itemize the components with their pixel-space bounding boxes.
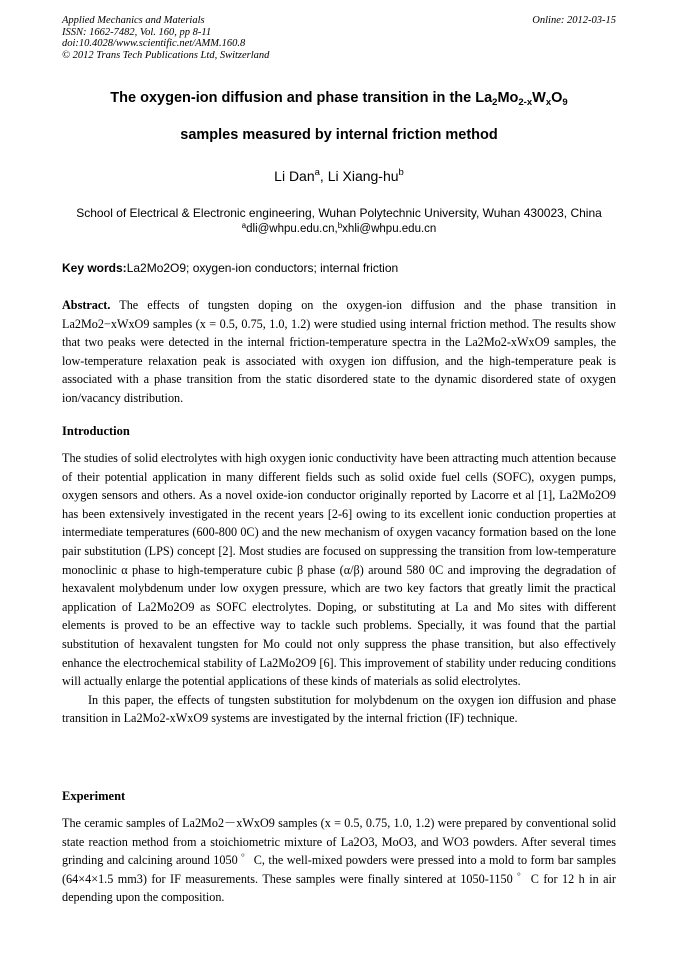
experiment-body (62, 814, 616, 907)
experiment-heading: Experiment (62, 789, 126, 803)
journal-name: Applied Mechanics and Materials (62, 15, 205, 26)
title-sub-mo: 2-x (518, 97, 533, 108)
journal-doi[interactable]: doi:10.4028/www.scientific.net/AMM.160.8 (62, 38, 246, 49)
journal-copyright: © 2012 Trans Tech Publications Ltd, Switzerland (62, 49, 270, 61)
introduction-body (62, 449, 616, 728)
email-mark-a: a (241, 221, 247, 230)
paper-title-line-2: samples measured by internal friction method (180, 127, 498, 143)
title-w: W (532, 90, 546, 106)
affiliation-block (40, 205, 638, 237)
introduction-paragraph-1: The studies of solid electrolytes with high oxygen ionic conductivity have been attracting much attention because of their potential application in many different fields such as solid oxide fuel cells (SOFC), oxygen pumps, oxygen sensors and others. As a novel oxide-ion conductor originally reported by Lacorre et al [1], La2Mo2O9 has been extensively investigated in the recent years [2-6] owing to its excellent ionic conduction properties at intermediate temperatures (600-800 0C) and the new mechanism of oxygen vacancy formation based on the lone pair substitution (LPS) concept [2]. Most studies are focused on suppressing the transition from low-temperature monoclinic α phase to high-temperature cubic β phase (α/β) around 580 0C and improving the degradation of hexavalent molybdenum under low oxygen pressure, which are two key factors that greatly limit the practical application of La2Mo2O9 as SOFC electrolytes. Doping, or substituting at La and Mo sites with different elements is proved to be an effective way to tackle such problems. Specially, it was found that the partial substitution of hexavalent tungsten for Mo could not only suppress the phase transition, but also effectively enhance the electrochemical stability of La2Mo2O9 [6]. This improvement of stability under reducing conditions will actually enlarge the potential applications of these kinds of materials as solid electrolytes. (62, 451, 616, 689)
title-sub-o: 9 (562, 97, 568, 108)
author-1: Li Dan (274, 168, 315, 184)
keywords (62, 261, 616, 275)
abstract-text: The effects of tungsten doping on the oxygen-ion diffusion and the phase transition in La2Mo2−xWxO9 samples (x = 0.5, 0.75, 1.0, 1.2) were studied using internal friction method. The results show that two peaks were detected in the internal friction-temperature spectra in the La2Mo2-xWxO9 samples, the low-temperature relaxation peak is associated with oxygen ion diffusion, and the high-temperature peak is associated with a phase transition from the static disordered state to the dynamic disordered state of oxygen ion/vacancy distribution. (62, 298, 616, 405)
online-date: Online: 2012-03-15 (532, 15, 616, 26)
affiliation-text: School of Electrical & Electronic engineering, Wuhan Polytechnic University, Wuhan 430023, China (76, 206, 602, 220)
introduction-paragraph-2: In this paper, the effects of tungsten substitution for molybdenum on the oxygen ion diffusion and phase transition in La2Mo2-xWxO9 systems are investigated by the internal friction (IF) technique. (62, 692, 616, 726)
author-1-affil-mark: a (314, 167, 320, 178)
email-b-link[interactable]: xhli@whpu.edu.cn (342, 223, 437, 235)
author-2-affil-mark: b (398, 167, 404, 178)
title-o: O (551, 90, 563, 106)
experiment-paragraph-1: The ceramic samples of La2Mo2－xWxO9 samples (x = 0.5, 0.75, 1.0, 1.2) were prepared by conventional solid state reaction method from a stoichiometric mixture of La2O3, MoO3, and WO3 powders. After several times grinding and calcining around 1050 ゜C, the well-mixed powders were pressed into a mold to form bar samples (64×4×1.5 mm3) for IF measurements. These samples were finally sintered at 1050-1150 ゜C for 12 h in air depending upon the composition. (62, 816, 616, 905)
email-a-link[interactable]: dli@whpu.edu.cn, (246, 223, 338, 235)
introduction-heading: Introduction (62, 424, 130, 438)
title-sub-la: 2 (492, 97, 498, 108)
keywords-text: La2Mo2O9; oxygen-ion conductors; internal friction (126, 261, 399, 275)
journal-header (62, 15, 616, 61)
title-prefix: The oxygen-ion diffusion and phase transition in the La (110, 90, 493, 106)
abstract-label: Abstract. (62, 298, 111, 312)
author-2: Li Xiang-hu (327, 168, 399, 184)
title-mo: Mo (497, 90, 519, 106)
paper-title-line-1 (40, 90, 638, 106)
keywords-label: Key words: (62, 261, 127, 275)
email-mark-b: b (337, 221, 343, 230)
author-list (0, 168, 678, 184)
journal-issn: ISSN: 1662-7482, Vol. 160, pp 8-11 (62, 26, 212, 38)
abstract (62, 296, 616, 408)
title-sub-w: x (545, 97, 552, 108)
author-separator: , (319, 168, 328, 184)
author-emails (40, 221, 638, 237)
